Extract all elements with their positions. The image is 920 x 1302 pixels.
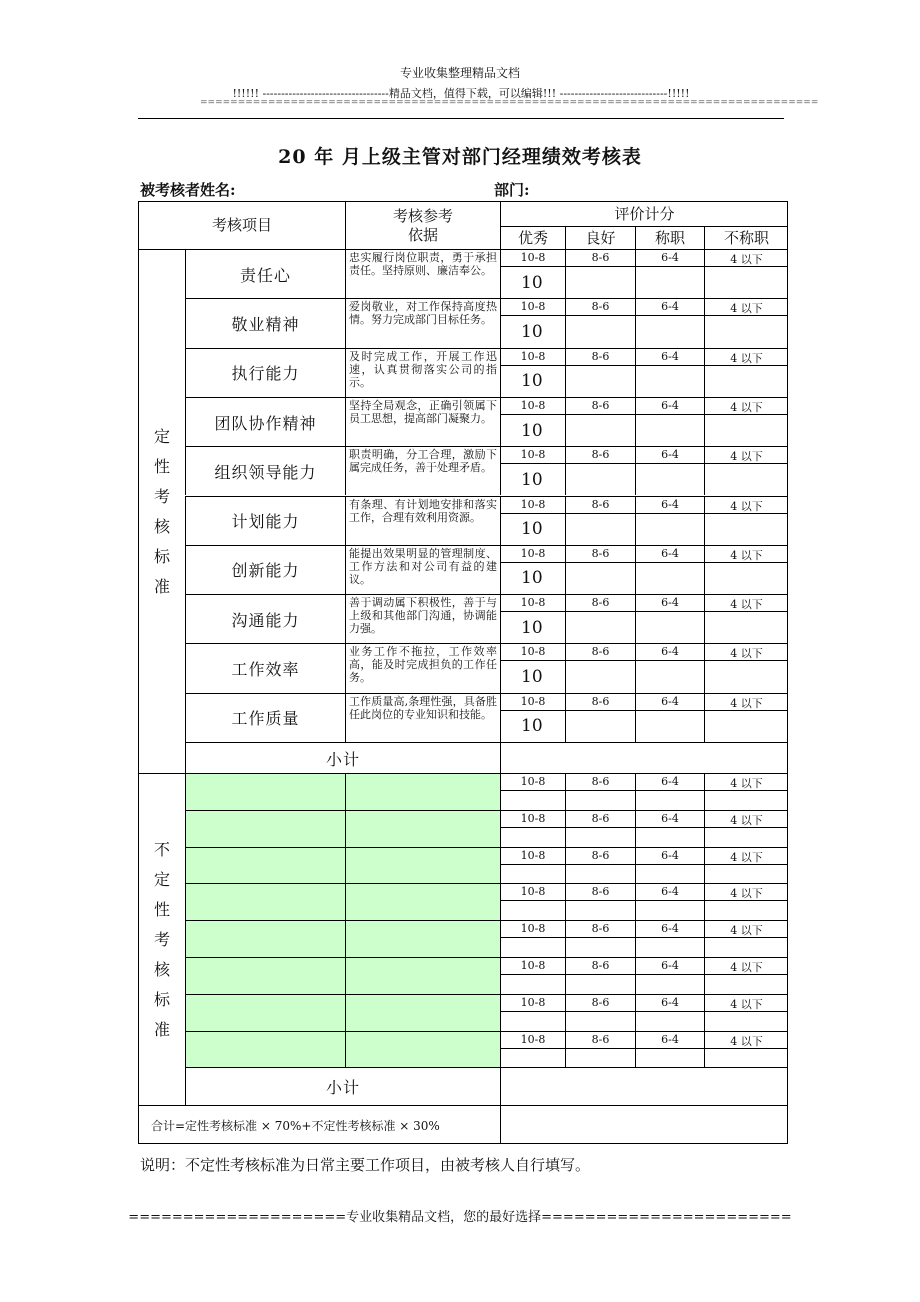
range-cell: 8-6 bbox=[565, 643, 635, 660]
range-cell: 10-8 bbox=[500, 348, 565, 365]
range-cell: 8-6 bbox=[565, 883, 635, 900]
fixed-item-basis: 业务工作不拖拉，工作效率高，能及时完成担负的工作任务。 bbox=[345, 643, 500, 692]
score-input-cell[interactable] bbox=[635, 790, 704, 810]
score-input-cell[interactable] bbox=[565, 660, 635, 692]
range-cell: 10-8 bbox=[500, 773, 565, 790]
score-input-cell[interactable] bbox=[704, 1048, 788, 1068]
range-cell: 6-4 bbox=[635, 920, 704, 937]
variable-section-char: 标 bbox=[153, 989, 170, 1009]
score-input-cell[interactable] bbox=[635, 463, 704, 495]
score-input-cell[interactable] bbox=[565, 513, 635, 545]
score-input-cell[interactable] bbox=[704, 827, 788, 847]
fixed-item-basis: 坚持全局观念，正确引领属下员工思想，提高部门凝聚力。 bbox=[345, 397, 500, 446]
range-cell: 6-4 bbox=[635, 298, 704, 315]
fixed-item-basis: 爱岗敬业，对工作保持高度热情。努力完成部门目标任务。 bbox=[345, 298, 500, 347]
range-cell: 4 以下 bbox=[704, 883, 788, 900]
range-cell: 4 以下 bbox=[704, 994, 788, 1011]
range-cell: 10-8 bbox=[500, 298, 565, 315]
range-cell: 8-6 bbox=[565, 594, 635, 611]
fixed-section-char: 标 bbox=[153, 546, 170, 566]
score-input-cell[interactable] bbox=[565, 315, 635, 347]
range-cell: 8-6 bbox=[565, 446, 635, 463]
range-cell: 4 以下 bbox=[704, 594, 788, 611]
score-input-cell[interactable] bbox=[704, 463, 788, 495]
variable-item-basis-input[interactable] bbox=[345, 883, 500, 920]
variable-item-name-input[interactable] bbox=[185, 883, 345, 920]
range-cell: 4 以下 bbox=[704, 298, 788, 315]
score-input-cell[interactable] bbox=[565, 562, 635, 594]
range-cell: 4 以下 bbox=[704, 643, 788, 660]
score-cell: 10 bbox=[500, 710, 565, 742]
doc-header-line2: !!!!!! ----------------------------------精品文档，值得下载，可以编辑!!! -----------------------------!!!!! bbox=[232, 87, 690, 100]
variable-section-label bbox=[138, 773, 185, 1105]
fixed-section-char: 准 bbox=[153, 576, 170, 596]
range-cell: 6-4 bbox=[635, 773, 704, 790]
range-cell: 4 以下 bbox=[704, 810, 788, 827]
range-cell: 8-6 bbox=[565, 496, 635, 513]
score-input-cell[interactable] bbox=[500, 790, 565, 810]
total-formula: 合计=定性考核标准 × 70%+不定性考核标准 × 30% bbox=[138, 1105, 500, 1144]
range-cell: 10-8 bbox=[500, 847, 565, 864]
range-cell: 10-8 bbox=[500, 496, 565, 513]
variable-item-name-input[interactable] bbox=[185, 773, 345, 810]
subtotal-fixed-label: 小计 bbox=[185, 742, 500, 773]
score-input-cell[interactable] bbox=[635, 365, 704, 397]
score-cell: 10 bbox=[500, 414, 565, 446]
fixed-item-basis: 有条理、有计划地安排和落实工作，合理有效利用资源。 bbox=[345, 496, 500, 545]
score-input-cell[interactable] bbox=[635, 414, 704, 446]
score-input-cell[interactable] bbox=[565, 710, 635, 742]
fixed-item-name: 责任心 bbox=[185, 249, 345, 298]
variable-item-name-input[interactable] bbox=[185, 1031, 345, 1068]
range-cell: 6-4 bbox=[635, 496, 704, 513]
range-cell: 10-8 bbox=[500, 920, 565, 937]
score-input-cell[interactable] bbox=[500, 974, 565, 994]
score-cell: 10 bbox=[500, 611, 565, 643]
range-cell: 10-8 bbox=[500, 810, 565, 827]
score-cell: 10 bbox=[500, 266, 565, 298]
range-cell: 6-4 bbox=[635, 397, 704, 414]
score-input-cell[interactable] bbox=[704, 974, 788, 994]
dept-label: 部门: bbox=[494, 181, 530, 199]
score-input-cell[interactable] bbox=[565, 463, 635, 495]
fixed-section-char: 考 bbox=[153, 486, 170, 506]
fixed-item-basis: 忠实履行岗位职责，勇于承担责任。坚持原则、廉洁奉公。 bbox=[345, 249, 500, 298]
variable-item-basis-input[interactable] bbox=[345, 847, 500, 884]
score-cell: 10 bbox=[500, 562, 565, 594]
range-cell: 10-8 bbox=[500, 994, 565, 1011]
evaluation-table bbox=[138, 201, 788, 1144]
score-input-cell[interactable] bbox=[635, 315, 704, 347]
subtotal-variable-label: 小计 bbox=[185, 1067, 500, 1105]
fixed-item-name: 工作质量 bbox=[185, 693, 345, 742]
score-input-cell[interactable] bbox=[635, 937, 704, 957]
score-input-cell[interactable] bbox=[565, 365, 635, 397]
score-input-cell[interactable] bbox=[565, 864, 635, 884]
fixed-item-name: 创新能力 bbox=[185, 545, 345, 594]
fixed-section-char: 核 bbox=[153, 516, 170, 536]
score-input-cell[interactable] bbox=[635, 266, 704, 298]
range-cell: 6-4 bbox=[635, 957, 704, 974]
score-input-cell[interactable] bbox=[635, 974, 704, 994]
range-cell: 4 以下 bbox=[704, 496, 788, 513]
range-cell: 4 以下 bbox=[704, 249, 788, 266]
range-cell: 8-6 bbox=[565, 920, 635, 937]
fixed-item-name: 计划能力 bbox=[185, 496, 345, 545]
score-input-cell[interactable] bbox=[565, 974, 635, 994]
range-cell: 8-6 bbox=[565, 847, 635, 864]
score-input-cell[interactable] bbox=[704, 937, 788, 957]
score-cell: 10 bbox=[500, 365, 565, 397]
range-cell: 4 以下 bbox=[704, 773, 788, 790]
header-grade-3: 不称职 bbox=[704, 226, 788, 249]
variable-item-basis-input[interactable] bbox=[345, 773, 500, 810]
score-input-cell[interactable] bbox=[704, 790, 788, 810]
score-input-cell[interactable] bbox=[565, 827, 635, 847]
header-grade-0: 优秀 bbox=[500, 226, 565, 249]
doc-footer: ====================专业收集精品文档，您的最好选择======================= bbox=[128, 1210, 792, 1225]
score-input-cell[interactable] bbox=[565, 1011, 635, 1031]
score-cell: 10 bbox=[500, 660, 565, 692]
variable-item-basis-input[interactable] bbox=[345, 994, 500, 1031]
subtotal-variable-value[interactable] bbox=[500, 1067, 788, 1105]
range-cell: 10-8 bbox=[500, 397, 565, 414]
range-cell: 8-6 bbox=[565, 693, 635, 710]
subtotal-fixed-value[interactable] bbox=[500, 742, 788, 773]
score-input-cell[interactable] bbox=[704, 710, 788, 742]
variable-section-char: 不 bbox=[153, 839, 170, 859]
score-input-cell[interactable] bbox=[704, 611, 788, 643]
score-input-cell[interactable] bbox=[704, 365, 788, 397]
score-input-cell[interactable] bbox=[635, 660, 704, 692]
fixed-item-basis: 职责明确，分工合理，激励下属完成任务，善于处理矛盾。 bbox=[345, 446, 500, 495]
range-cell: 8-6 bbox=[565, 348, 635, 365]
score-input-cell[interactable] bbox=[704, 562, 788, 594]
header-basis bbox=[345, 201, 500, 249]
header-grade-2: 称职 bbox=[635, 226, 704, 249]
range-cell: 10-8 bbox=[500, 249, 565, 266]
range-cell: 6-4 bbox=[635, 810, 704, 827]
fixed-section-char: 性 bbox=[153, 456, 170, 476]
range-cell: 6-4 bbox=[635, 643, 704, 660]
note: 说明：不定性考核标准为日常主要工作项目，由被考核人自行填写。 bbox=[140, 1156, 591, 1174]
fixed-item-basis: 能提出效果明显的管理制度、工作方法和对公司有益的建议。 bbox=[345, 545, 500, 594]
score-cell: 10 bbox=[500, 513, 565, 545]
variable-item-basis-input[interactable] bbox=[345, 1031, 500, 1068]
score-input-cell[interactable] bbox=[565, 937, 635, 957]
range-cell: 4 以下 bbox=[704, 545, 788, 562]
range-cell: 4 以下 bbox=[704, 397, 788, 414]
score-input-cell[interactable] bbox=[635, 864, 704, 884]
score-input-cell[interactable] bbox=[704, 660, 788, 692]
score-input-cell[interactable] bbox=[565, 611, 635, 643]
range-cell: 4 以下 bbox=[704, 957, 788, 974]
fixed-item-basis: 善于调动属下积极性，善于与上级和其他部门沟通，协调能力强。 bbox=[345, 594, 500, 643]
score-input-cell[interactable] bbox=[500, 1011, 565, 1031]
fixed-item-name: 工作效率 bbox=[185, 643, 345, 692]
score-input-cell[interactable] bbox=[500, 937, 565, 957]
fixed-item-basis: 工作质量高,条理性强，具备胜任此岗位的专业知识和技能。 bbox=[345, 693, 500, 742]
fixed-item-name: 团队协作精神 bbox=[185, 397, 345, 446]
variable-section-char: 核 bbox=[153, 959, 170, 979]
name-label: 被考核者姓名: bbox=[140, 181, 236, 199]
variable-item-name-input[interactable] bbox=[185, 920, 345, 957]
score-input-cell[interactable] bbox=[635, 513, 704, 545]
variable-item-name-input[interactable] bbox=[185, 810, 345, 847]
range-cell: 6-4 bbox=[635, 249, 704, 266]
range-cell: 8-6 bbox=[565, 249, 635, 266]
variable-item-basis-input[interactable] bbox=[345, 810, 500, 847]
score-input-cell[interactable] bbox=[565, 266, 635, 298]
score-cell: 10 bbox=[500, 315, 565, 347]
fixed-section-char: 定 bbox=[153, 426, 170, 446]
range-cell: 8-6 bbox=[565, 994, 635, 1011]
fixed-section-label bbox=[138, 249, 185, 773]
score-input-cell[interactable] bbox=[635, 611, 704, 643]
range-cell: 8-6 bbox=[565, 957, 635, 974]
range-cell: 4 以下 bbox=[704, 1031, 788, 1048]
variable-section-char: 准 bbox=[153, 1019, 170, 1039]
score-input-cell[interactable] bbox=[500, 900, 565, 920]
range-cell: 10-8 bbox=[500, 545, 565, 562]
fixed-item-basis: 及时完成工作，开展工作迅速，认真贯彻落实公司的指示。 bbox=[345, 348, 500, 397]
total-value[interactable] bbox=[500, 1105, 788, 1144]
score-input-cell[interactable] bbox=[565, 900, 635, 920]
fixed-item-name: 执行能力 bbox=[185, 348, 345, 397]
range-cell: 10-8 bbox=[500, 446, 565, 463]
range-cell: 6-4 bbox=[635, 693, 704, 710]
range-cell: 4 以下 bbox=[704, 348, 788, 365]
range-cell: 4 以下 bbox=[704, 446, 788, 463]
range-cell: 10-8 bbox=[500, 883, 565, 900]
range-cell: 8-6 bbox=[565, 810, 635, 827]
range-cell: 6-4 bbox=[635, 994, 704, 1011]
score-input-cell[interactable] bbox=[704, 900, 788, 920]
score-input-cell[interactable] bbox=[704, 513, 788, 545]
header-eval: 评价计分 bbox=[500, 201, 788, 226]
range-cell: 8-6 bbox=[565, 773, 635, 790]
range-cell: 6-4 bbox=[635, 348, 704, 365]
header-rule bbox=[138, 118, 784, 119]
range-cell: 6-4 bbox=[635, 594, 704, 611]
header-item: 考核项目 bbox=[138, 201, 345, 249]
range-cell: 6-4 bbox=[635, 1031, 704, 1048]
fixed-item-name: 组织领导能力 bbox=[185, 446, 345, 495]
fixed-item-name: 沟通能力 bbox=[185, 594, 345, 643]
score-input-cell[interactable] bbox=[704, 1011, 788, 1031]
variable-item-basis-input[interactable] bbox=[345, 957, 500, 994]
score-input-cell[interactable] bbox=[704, 315, 788, 347]
range-cell: 8-6 bbox=[565, 298, 635, 315]
variable-item-basis-input[interactable] bbox=[345, 920, 500, 957]
fixed-item-name: 敬业精神 bbox=[185, 298, 345, 347]
score-input-cell[interactable] bbox=[704, 266, 788, 298]
score-input-cell[interactable] bbox=[704, 864, 788, 884]
range-cell: 8-6 bbox=[565, 545, 635, 562]
header-grade-1: 良好 bbox=[565, 226, 635, 249]
variable-section-char: 定 bbox=[153, 869, 170, 889]
range-cell: 10-8 bbox=[500, 693, 565, 710]
variable-item-name-input[interactable] bbox=[185, 994, 345, 1031]
range-cell: 10-8 bbox=[500, 594, 565, 611]
score-input-cell[interactable] bbox=[635, 1048, 704, 1068]
range-cell: 8-6 bbox=[565, 397, 635, 414]
range-cell: 4 以下 bbox=[704, 920, 788, 937]
header-basis-line1: 考核参考 bbox=[392, 206, 453, 225]
range-cell: 6-4 bbox=[635, 883, 704, 900]
variable-item-name-input[interactable] bbox=[185, 847, 345, 884]
score-cell: 10 bbox=[500, 463, 565, 495]
doc-header-line1: 专业收集整理精品文档 bbox=[399, 66, 520, 80]
score-input-cell[interactable] bbox=[565, 790, 635, 810]
score-input-cell[interactable] bbox=[704, 414, 788, 446]
variable-item-name-input[interactable] bbox=[185, 957, 345, 994]
variable-section-char: 性 bbox=[153, 899, 170, 919]
range-cell: 4 以下 bbox=[704, 693, 788, 710]
score-input-cell[interactable] bbox=[500, 864, 565, 884]
score-input-cell[interactable] bbox=[635, 1011, 704, 1031]
score-input-cell[interactable] bbox=[635, 900, 704, 920]
score-input-cell[interactable] bbox=[565, 1048, 635, 1068]
range-cell: 6-4 bbox=[635, 545, 704, 562]
range-cell: 6-4 bbox=[635, 446, 704, 463]
score-input-cell[interactable] bbox=[565, 414, 635, 446]
score-input-cell[interactable] bbox=[500, 827, 565, 847]
range-cell: 10-8 bbox=[500, 1031, 565, 1048]
range-cell: 6-4 bbox=[635, 847, 704, 864]
variable-section-char: 考 bbox=[153, 929, 170, 949]
range-cell: 8-6 bbox=[565, 1031, 635, 1048]
score-input-cell[interactable] bbox=[500, 1048, 565, 1068]
doc-header-line3: ================================================================================== bbox=[200, 98, 819, 108]
score-input-cell[interactable] bbox=[635, 827, 704, 847]
score-input-cell[interactable] bbox=[635, 562, 704, 594]
page-title: 20 年 月上级主管对部门经理绩效考核表 bbox=[278, 146, 642, 168]
header-basis-line2: 依据 bbox=[407, 225, 438, 244]
range-cell: 10-8 bbox=[500, 643, 565, 660]
range-cell: 10-8 bbox=[500, 957, 565, 974]
score-input-cell[interactable] bbox=[635, 710, 704, 742]
range-cell: 4 以下 bbox=[704, 847, 788, 864]
